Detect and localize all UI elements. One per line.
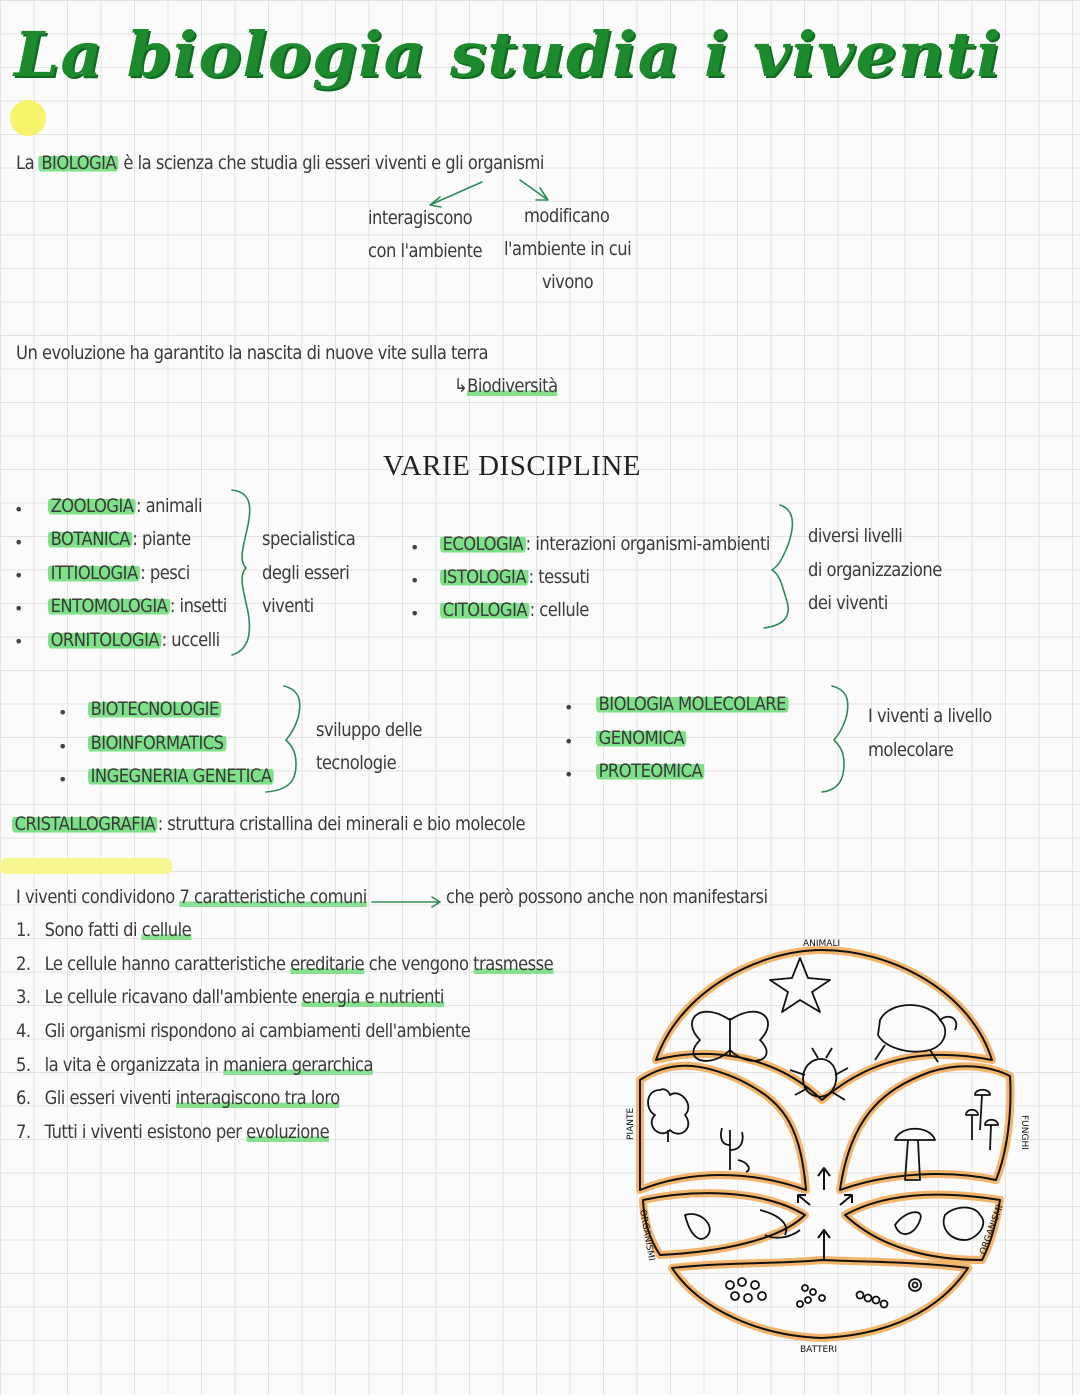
bullet-icon: • xyxy=(14,599,24,618)
diagram-orange-outline xyxy=(640,950,1010,1338)
bullet-icon: • xyxy=(14,533,24,552)
page-title: La biologia studia i viventi xyxy=(14,18,1002,91)
discipline-ornitologia: ORNITOLOGIA : uccelli xyxy=(48,629,220,651)
bullet-icon: • xyxy=(564,698,574,717)
discipline-cristallografia: CRISTALLOGRAFIA : struttura cristallina dei minerali e bio molecole xyxy=(12,813,525,835)
group1-note-2: degli esseri xyxy=(262,562,350,584)
characteristics-intro-suffix: che però possono anche non manifestarsi xyxy=(446,886,768,908)
discipline-proteomica: PROTEOMICA xyxy=(596,760,705,782)
kelp-icon xyxy=(944,1208,984,1241)
discipline-bioinformatics: BIOINFORMATICS xyxy=(88,732,226,754)
leaf-icon xyxy=(895,1212,921,1234)
branch-right-2: l'ambiente in cui xyxy=(504,238,632,260)
discipline-istologia: ISTOLOGIA : tessuti xyxy=(440,566,589,588)
bullet-icon: • xyxy=(410,538,420,557)
characteristic-7: 7. Tutti i viventi esistono per evoluzione xyxy=(16,1121,330,1143)
branch-left-1: interagiscono xyxy=(368,207,473,229)
group1-note-3: viventi xyxy=(262,595,314,617)
discipline-biologia-molecolare: BIOLOGIA MOLECOLARE xyxy=(596,693,788,715)
section-title: VARIE DISCIPLINE xyxy=(383,450,641,482)
discipline-ingegneria-genetica: INGEGNERIA GENETICA xyxy=(88,765,274,787)
label-batteri: BATTERI xyxy=(800,1345,838,1355)
evolution-line: Un evoluzione ha garantito la nascita di nuove vite sulla terra xyxy=(16,342,489,364)
tree-icon xyxy=(648,1089,688,1142)
discipline-zoologia: ZOOLOGIA : animali xyxy=(48,495,202,517)
bullet-icon: • xyxy=(410,571,420,590)
group3-note-1: sviluppo delle xyxy=(316,719,422,741)
characteristic-1: 1. Sono fatti di cellule xyxy=(16,919,192,941)
bullet-icon: • xyxy=(14,632,24,651)
group2-note-2: di organizzazione xyxy=(808,559,942,581)
bullet-icon: • xyxy=(564,732,574,751)
discipline-ittiologia: ITTIOLOGIA : pesci xyxy=(48,562,190,584)
characteristic-4: 4. Gli organismi rispondono ai cambiamenti dell'ambiente xyxy=(16,1020,471,1042)
bullet-icon: • xyxy=(58,770,68,789)
discipline-entomologia: ENTOMOLOGIA : insetti xyxy=(48,595,227,617)
bullet-icon: • xyxy=(14,566,24,585)
discipline-genomica: GENOMICA xyxy=(596,727,687,749)
bullet-icon: • xyxy=(58,703,68,722)
group2-note-1: diversi livelli xyxy=(808,525,903,547)
label-organismi-right: ORGANISMI xyxy=(978,1203,1006,1257)
group1-note-1: specialistica xyxy=(262,528,356,550)
arrow-icon: ↳ xyxy=(454,375,468,397)
branch-right-3: vivono xyxy=(542,271,594,293)
group4-note-1: I viventi a livello xyxy=(868,705,992,727)
characteristic-2: 2. Le cellule hanno caratteristiche ereditarie che vengono trasmesse xyxy=(16,953,554,975)
discipline-citologia: CITOLOGIA : cellule xyxy=(440,599,589,621)
characteristic-6: 6. Gli esseri viventi interagiscono tra loro xyxy=(16,1087,340,1109)
starfish-icon xyxy=(770,958,830,1012)
label-funghi: FUNGHI xyxy=(1019,1115,1029,1150)
label-organismi-left: ORGANISMI xyxy=(637,1208,656,1262)
characteristic-3: 3. Le cellule ricavano dall'ambiente energia e nutrienti xyxy=(16,986,444,1008)
discipline-ecologia: ECOLOGIA : interazioni organismi-ambienti xyxy=(440,533,770,555)
group3-note-2: tecnologie xyxy=(316,752,397,774)
bacteria-icon xyxy=(726,1278,921,1308)
branch-right-1: modificano xyxy=(524,205,610,227)
characteristics-intro: I viventi condividono 7 caratteristiche comuni xyxy=(16,886,367,908)
mushroom-cluster-icon xyxy=(966,1090,998,1150)
label-piante: PIANTE xyxy=(626,1107,636,1140)
cactus-icon xyxy=(721,1128,749,1172)
discipline-biotecnologie: BIOTECNOLOGIE xyxy=(88,698,221,720)
characteristic-5: 5. la vita è organizzata in maniera gerarchica xyxy=(16,1054,374,1076)
intro-prefix: La xyxy=(16,152,39,174)
diagram-labels xyxy=(626,939,1029,1355)
branch-left-2: con l'ambiente xyxy=(368,240,483,262)
group2-note-3: dei viventi xyxy=(808,592,888,614)
bullet-icon: • xyxy=(410,604,420,623)
bullet-icon: • xyxy=(58,737,68,756)
biologia-keyword: BIOLOGIA xyxy=(39,152,119,174)
discipline-botanica: BOTANICA : piante xyxy=(48,528,191,550)
label-animali: ANIMALI xyxy=(803,939,841,949)
bullet-icon: • xyxy=(14,500,24,519)
biodiversity-keyword: Biodiversità xyxy=(467,375,558,397)
bullet-icon: • xyxy=(564,765,574,784)
intro-suffix: è la scienza che studia gli esseri viventi e gli organismi xyxy=(118,152,544,174)
group4-note-2: molecolare xyxy=(868,739,954,761)
